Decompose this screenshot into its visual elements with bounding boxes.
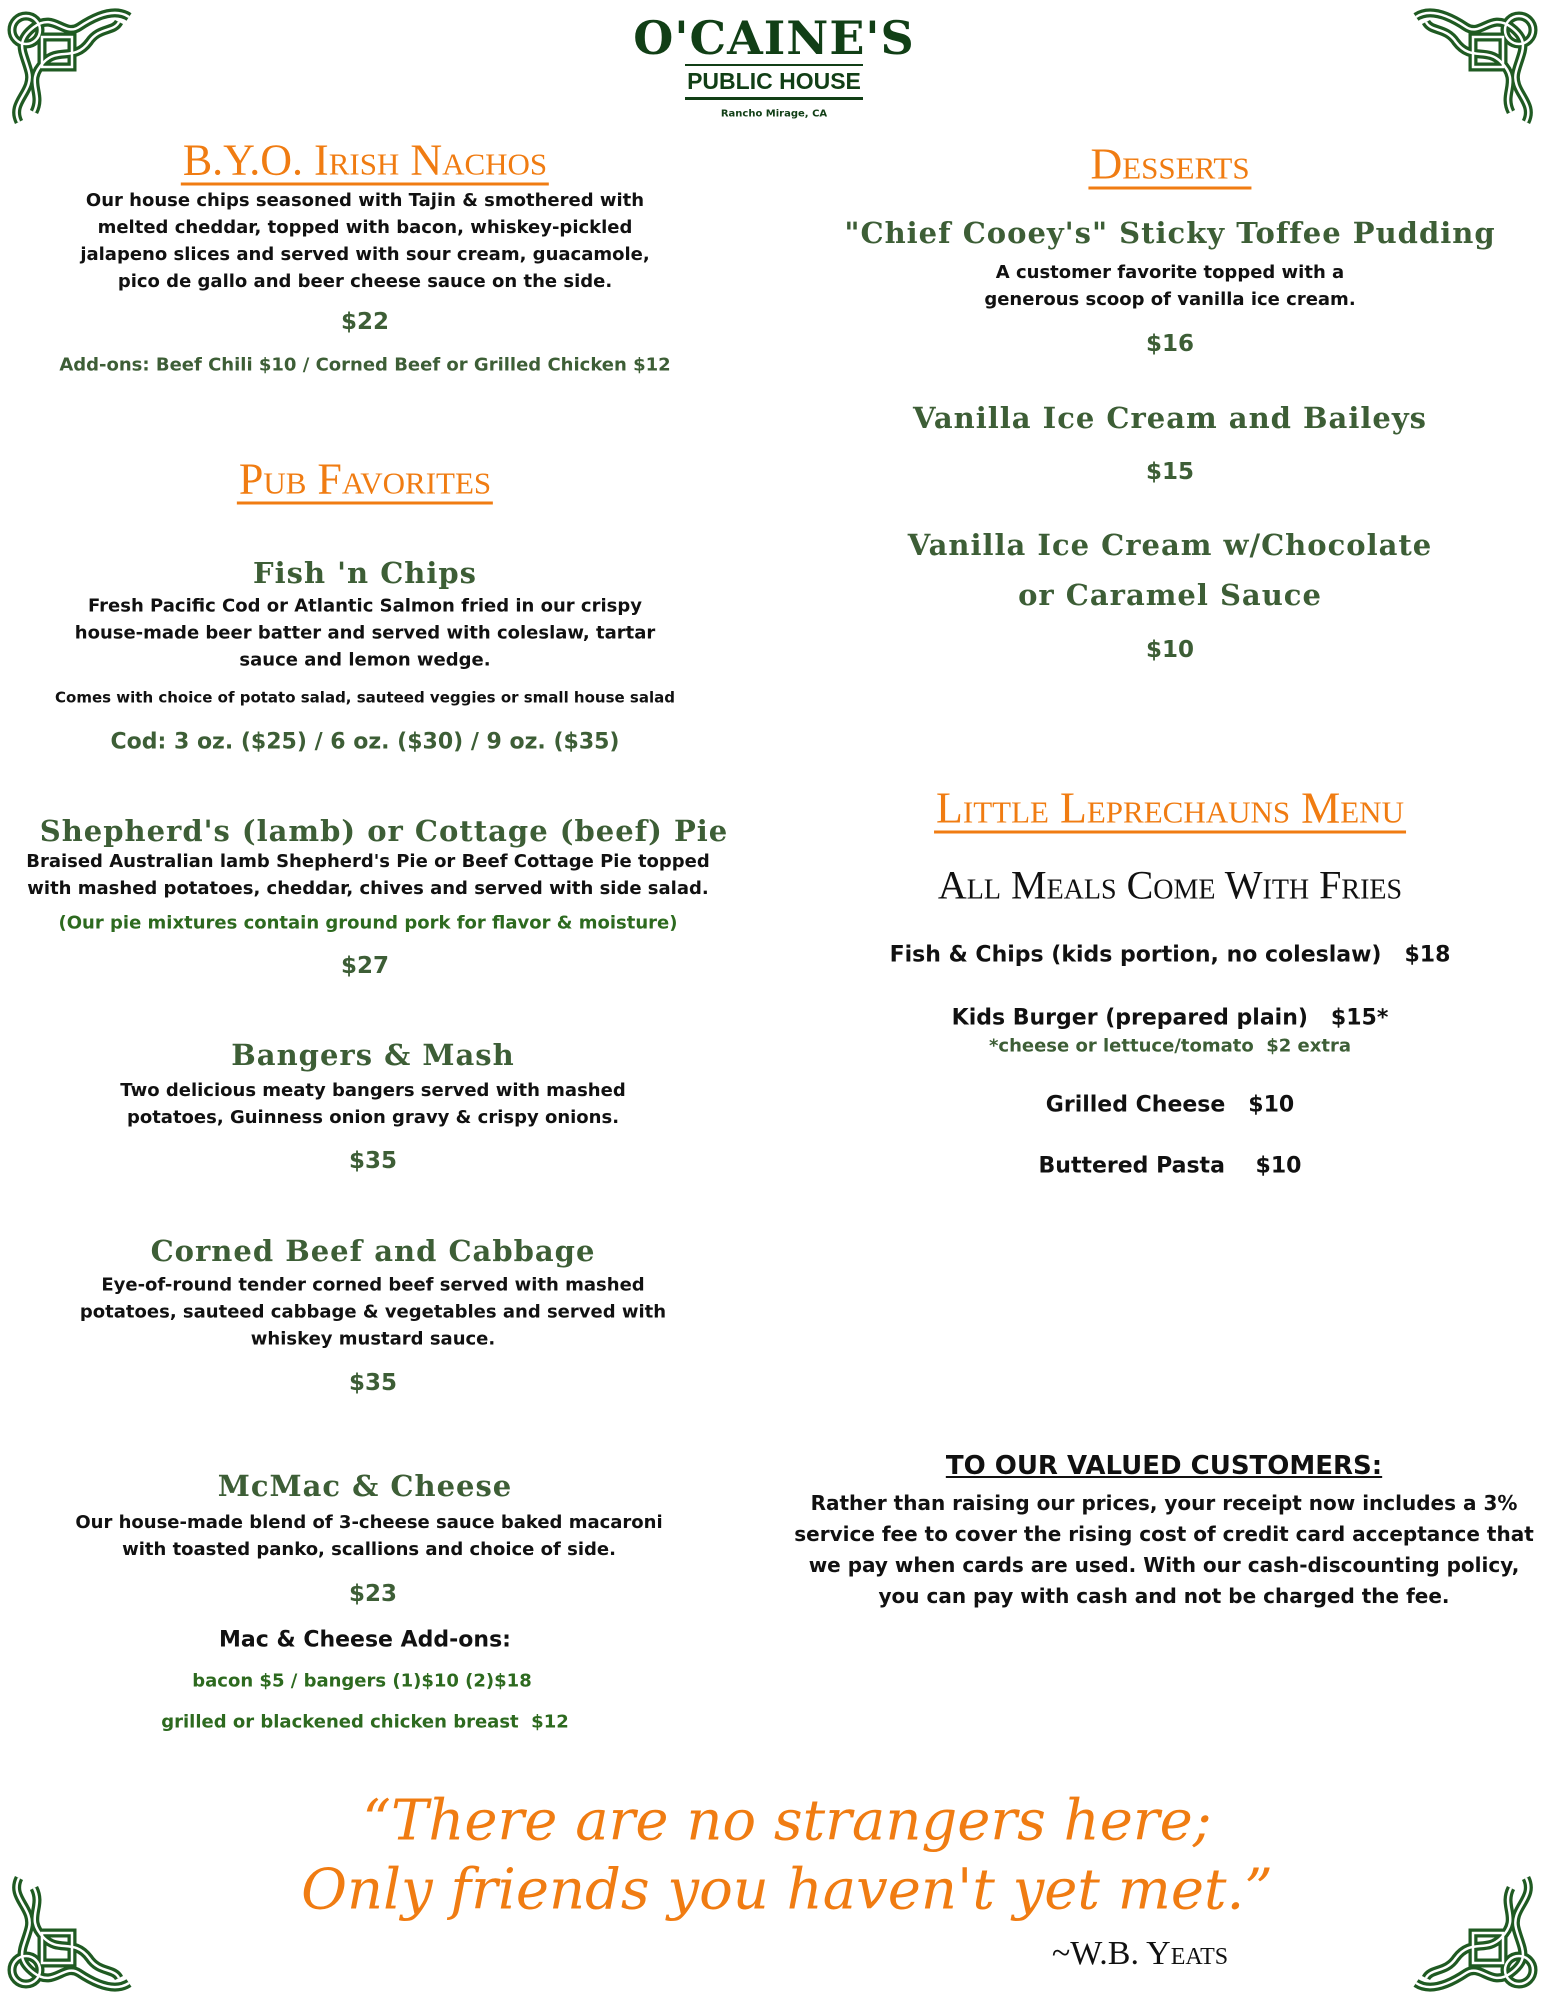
notice-line: service fee to cover the rising cost of credit card acceptance that (794, 1522, 1534, 1546)
desc-line: potatoes, Guinness onion gravy & crispy onions. (126, 1107, 620, 1128)
item-name-toffee-pudding: "Chief Cooey's" Sticky Toffee Pudding (844, 216, 1496, 250)
desc-line: A customer favorite topped with a (995, 262, 1345, 283)
desc-line: whiskey mustard sauce. (250, 1328, 496, 1350)
section-title-nachos: B.Y.O. Irish Nachos (182, 135, 548, 185)
notice-title: TO OUR VALUED CUSTOMERS: (945, 1451, 1383, 1481)
item-name-ice-cream-baileys: Vanilla Ice Cream and Baileys (912, 401, 1428, 435)
item-name-pie: Shepherd's (lamb) or Cottage (beef) Pie (39, 814, 729, 848)
mac-price: $23 (348, 1581, 398, 1607)
celtic-knot-corner-icon (4, 2, 134, 132)
desc-line: pico de gallo and beer cheese sauce on the side. (117, 271, 613, 292)
desc-line: Eye-of-round tender corned beef served with mashed (101, 1274, 645, 1296)
baileys-price: $15 (1145, 459, 1195, 485)
desc-line: house-made beer batter and served with coleslaw, tartar (74, 622, 656, 644)
item-name-bangers: Bangers & Mash (231, 1038, 515, 1072)
mac-description (75, 1509, 662, 1563)
desc-line: sauce and lemon wedge. (239, 649, 491, 671)
item-name-mcmac: McMac & Cheese (217, 1469, 513, 1503)
desc-line: Two delicious meaty bangers served with mashed (120, 1080, 626, 1101)
notice-text (794, 1488, 1534, 1612)
pudding-price: $16 (1145, 331, 1195, 357)
corned-description (80, 1272, 666, 1353)
nachos-addons: Add-ons: Beef Chili $10 / Corned Beef or Grilled Chicken $12 (59, 354, 671, 376)
item-name-line: Vanilla Ice Cream w/Chocolate (907, 528, 1433, 562)
kids-item: Grilled Cheese $10 (1045, 1092, 1295, 1118)
celtic-knot-corner-icon (4, 1868, 134, 1998)
desc-line: Our house-made blend of 3-cheese sauce baked macaroni (75, 1512, 663, 1533)
nachos-price: $22 (340, 309, 390, 335)
bangers-price: $35 (348, 1148, 398, 1174)
notice-line: Rather than raising our prices, your receipt now includes a 3% (810, 1491, 1518, 1515)
logo-name: O'CAINE'S (633, 11, 915, 65)
desc-line: Our house chips seasoned with Tajin & smothered with (85, 190, 645, 211)
bangers-description (120, 1077, 625, 1131)
fish-sides: Comes with choice of potato salad, sauteed veggies or small house salad (55, 688, 675, 707)
pie-description (26, 848, 710, 902)
fish-description (75, 593, 655, 674)
item-name-fish-n-chips: Fish 'n Chips (253, 556, 477, 590)
logo-subtitle: PUBLIC HOUSE (685, 64, 863, 100)
kids-item: Buttered Pasta $10 (1038, 1153, 1302, 1179)
section-title-kids-menu: Little Leprechauns Menu (936, 783, 1404, 833)
notice-line: you can pay with cash and not be charged the fee. (878, 1584, 1450, 1608)
fish-price: Cod: 3 oz. ($25) / 6 oz. ($30) / 9 oz. ($35) (110, 729, 620, 755)
section-title-desserts: Desserts (1090, 139, 1250, 189)
mac-addon-line: bacon $5 / bangers (1)$10 (2)$18 (192, 1670, 532, 1692)
kids-item: Fish & Chips (kids portion, no coleslaw) $18 (889, 942, 1451, 968)
quote-line: Only friends you haven't yet met.” (301, 1857, 1273, 1923)
quote-author: ~W.B. Yeats (1051, 1935, 1229, 1972)
nachos-description (80, 187, 649, 295)
section-title-pub-favorites: Pub Favorites (238, 454, 492, 504)
desc-line: with toasted panko, scallions and choice of side. (122, 1539, 616, 1560)
kids-item: Kids Burger (prepared plain) $15* (951, 1005, 1389, 1031)
corned-price: $35 (348, 1370, 398, 1396)
mac-addons-label: Mac & Cheese Add-ons: (219, 1627, 511, 1653)
desc-line: generous scoop of vanilla ice cream. (984, 289, 1356, 310)
celtic-knot-corner-icon (1411, 2, 1541, 132)
logo-location: Rancho Mirage, CA (720, 108, 828, 120)
notice-line: we pay when cards are used. With our cash-discounting policy, (808, 1553, 1520, 1577)
item-name-corned-beef: Corned Beef and Cabbage (150, 1234, 596, 1268)
pie-price: $27 (340, 953, 390, 979)
desc-line: melted cheddar, topped with bacon, whiskey-pickled (97, 217, 633, 238)
pudding-description (984, 259, 1355, 313)
desc-line: jalapeno slices and served with sour cream, guacamole, (80, 244, 650, 265)
desc-line: Fresh Pacific Cod or Atlantic Salmon fried in our crispy (88, 595, 642, 617)
kids-burger-note: *cheese or lettuce/tomato $2 extra (988, 1035, 1352, 1057)
ice-cream-sauce-price: $10 (1145, 637, 1195, 663)
desc-line: Braised Australian lamb Shepherd's Pie or Beef Cottage Pie topped (26, 851, 710, 872)
celtic-knot-corner-icon (1411, 1868, 1541, 1998)
quote-line: “There are no strangers here; (362, 1788, 1212, 1854)
desc-line: with mashed potatoes, cheddar, chives and served with side salad. (27, 878, 709, 899)
item-name-line: or Caramel Sauce (1018, 578, 1322, 612)
desc-line: potatoes, sauteed cabbage & vegetables and served with (79, 1301, 667, 1323)
item-name-ice-cream-sauce (908, 520, 1433, 620)
mac-addon-line: grilled or blackened chicken breast $12 (161, 1711, 569, 1733)
pie-note: (Our pie mixtures contain ground pork for flavor & moisture) (58, 912, 678, 934)
kids-subtitle: All Meals Come With Fries (937, 862, 1403, 908)
